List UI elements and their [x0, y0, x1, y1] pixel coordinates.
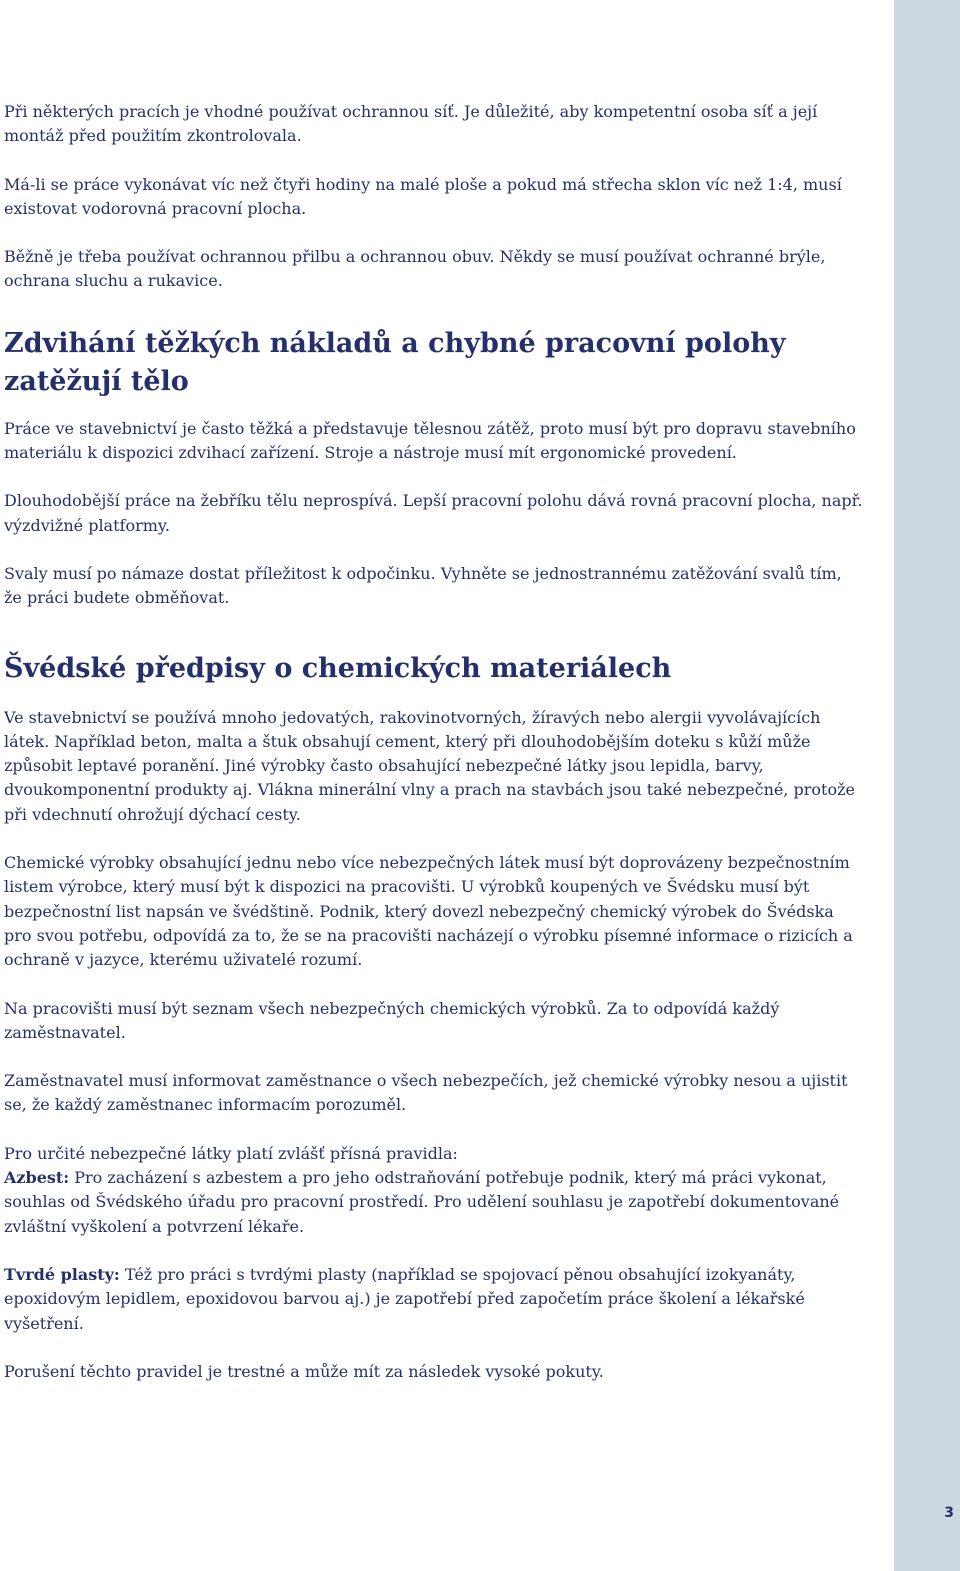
section-chemicals [4, 650, 864, 1385]
section-chemicals-plastics [4, 1263, 864, 1336]
intro-paragraph-1: Při některých pracích je vhodné používat ochrannou síť. Je důležité, aby kompetentní osoba síť a její montáž před použitím zkontrolovala. [4, 102, 818, 146]
section-chemicals-paragraph-7: Porušení těchto pravidel je trestné a může mít za následek vysoké pokuty. [4, 1361, 604, 1381]
section-chemicals-heading: Švédské předpisy o chemických materiálech [4, 652, 672, 684]
section-lifting-heading: Zdvihání těžkých nákladů a chybné pracovní polohy zatěžují tělo [4, 327, 786, 397]
rules-intro: Pro určité nebezpečné látky platí zvlášť přísná pravidla: [4, 1143, 458, 1163]
intro-paragraph-3: Běžně je třeba používat ochrannou přilbu a ochrannou obuv. Někdy se musí používat ochranné brýle, ochrana sluchu a rukavice. [4, 247, 826, 291]
page-number: 3 [944, 1505, 954, 1521]
side-band [894, 0, 960, 1571]
section-lifting-paragraph-3: Svaly musí po námaze dostat příležitost k odpočinku. Vyhněte se jednostrannému zatěžování svalů tím, že práci budete obměňovat. [4, 563, 842, 608]
asbestos-text: Pro zacházení s azbestem a pro jeho odstraňování potřebuje podnik, který má práci vykonat, souhlas od Švédského úřadu pro pracovní prostředí. Pro udělení souhlasu je zapotřebí dokumentované zvláštní vyškolení a potvrzení lékaře. [4, 1168, 840, 1236]
intro-paragraph-2: Má-li se práce vykonávat víc než čtyři hodiny na malé ploše a pokud má střecha sklon víc než 1:4, musí existovat vodorovná pracovní plocha. [4, 174, 842, 218]
section-chemicals-rules [4, 1142, 864, 1239]
plastics-label: Tvrdé plasty: [4, 1264, 120, 1284]
section-chemicals-paragraph-1: Ve stavebnictví se používá mnoho jedovatých, rakovinotvorných, žíravých nebo alergii vyvolávajících látek. Například beton, malta a štuk obsahují cement, který při dlouhodobějším doteku s kůží může způsobit leptavé poranění. Jiné výrobky často obsahující nebezpečné látky jsou lepidla, barvy, dvoukomponentní produkty aj. Vlákna minerální vlny a prach na stavbách jsou také nebezpečné, protože při vdechnutí ohrožují dýchací cesty. [4, 707, 856, 824]
section-lifting-paragraph-2: Dlouhodobější práce na žebříku tělu neprospívá. Lepší pracovní polohu dává rovná pracovní plocha, např. výzdvižné platformy. [4, 491, 863, 535]
section-chemicals-paragraph-4: Zaměstnavatel musí informovat zaměstnance o všech nebezpečích, jež chemické výrobky nesou a ujistit se, že každý zaměstnanec informacím porozuměl. [4, 1071, 848, 1115]
section-lifting [4, 325, 864, 611]
asbestos-label: Azbest: [4, 1168, 70, 1188]
plastics-text: Též pro práci s tvrdými plasty (například se spojovací pěnou obsahující izokyanáty, epoxidovým lepidlem, epoxidovou barvou aj.) je zapotřebí před započetím práce školení a lékařské vyšetření. [4, 1264, 805, 1333]
section-chemicals-paragraph-3: Na pracovišti musí být seznam všech nebezpečných chemických výrobků. Za to odpovídá každý zaměstnavatel. [4, 998, 780, 1042]
section-chemicals-paragraph-2: Chemické výrobky obsahující jednu nebo více nebezpečných látek musí být doprovázeny bezpečnostním listem výrobce, který musí být k dispozici na pracovišti. U výrobků koupených ve Švédsku musí být bezpečnostní list napsán ve švédštině. Podnik, který dovezl nebezpečný chemický výrobek do Švédska pro svou potřebu, odpovídá za to, že se na pracovišti nacházejí o výrobku písemné informace o rizicích a ochraně v jazyce, kterému uživatelé rozumí. [4, 853, 853, 970]
document-body [4, 100, 864, 1408]
section-lifting-paragraph-1: Práce ve stavebnictví je často těžká a představuje tělesnou zátěž, proto musí být pro dopravu stavebního materiálu k dispozici zdvihací zařízení. Stroje a nástroje musí mít ergonomické provedení. [4, 418, 856, 463]
